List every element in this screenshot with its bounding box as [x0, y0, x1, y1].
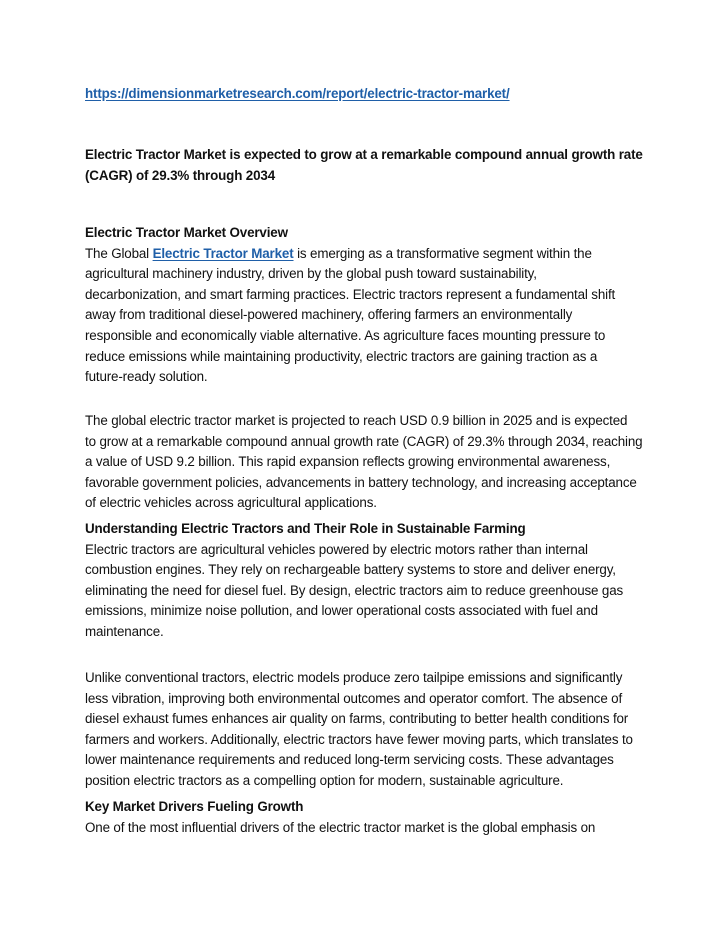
- overview-first-line: [85, 244, 645, 265]
- title-line-1: Electric Tractor Market is expected to grow at a remarkable compound annual growth rate: [85, 147, 643, 162]
- advantages-paragraph: [85, 668, 645, 792]
- paragraph-line: a value of USD 9.2 billion. This rapid expansion reflects growing environmental awareness,: [85, 454, 611, 470]
- market-size-paragraph: [85, 411, 645, 514]
- overview-line: reduce emissions while maintaining productivity, electric tractors are gaining traction as a: [85, 348, 598, 364]
- paragraph-line: eliminating the need for diesel fuel. By design, electric tractors aim to reduce greenhouse gas: [85, 582, 624, 598]
- electric-tractor-market-link[interactable]: Electric Tractor Market: [152, 245, 294, 261]
- understanding-section: [85, 519, 645, 643]
- paragraph-line: farmers and workers. Additionally, electric tractors have fewer moving parts, which translates to: [85, 731, 633, 747]
- title-line-2: (CAGR) of 29.3% through 2034: [85, 167, 275, 183]
- overview-prefix: The Global: [85, 245, 153, 261]
- paragraph-line: The global electric tractor market is projected to reach USD 0.9 billion in 2025 and is expected: [85, 413, 628, 428]
- paragraph-line: emissions, minimize noise pollution, and lower operational costs associated with fuel and: [85, 603, 598, 619]
- paragraph-line: Unlike conventional tractors, electric models produce zero tailpipe emissions and significantly: [85, 670, 623, 685]
- paragraph-line: to grow at a remarkable compound annual growth rate (CAGR) of 29.3% through 2034, reaching: [85, 433, 643, 449]
- paragraph-line: One of the most influential drivers of the electric tractor market is the global emphasis on: [85, 819, 596, 835]
- overview-line: decarbonization, and smart farming practices. Electric tractors represent a fundamental shift: [85, 286, 616, 302]
- understanding-heading: Understanding Electric Tractors and Their Role in Sustainable Farming: [85, 521, 526, 536]
- overview-suffix: is emerging as a transformative segment within the: [293, 245, 592, 261]
- overview-line: away from traditional diesel-powered machinery, offering farmers an environmentally: [85, 307, 573, 323]
- overview-heading: Electric Tractor Market Overview: [85, 225, 288, 240]
- overview-line: future-ready solution.: [85, 369, 208, 385]
- paragraph-line: combustion engines. They rely on rechargeable battery systems to store and deliver energy,: [85, 562, 616, 578]
- paragraph-line: favorable government policies, advancements in battery technology, and increasing acceptance: [85, 474, 637, 490]
- source-url-link[interactable]: https://dimensionmarketresearch.com/report/electric-tractor-market/: [85, 86, 510, 101]
- paragraph-line: less vibration, improving both environmental outcomes and operator comfort. The absence of: [85, 690, 623, 706]
- paragraph-line: diesel exhaust fumes enhances air quality on farms, contributing to better health conditions for: [85, 711, 629, 727]
- overview-line: responsible and economically viable alternative. As agriculture faces mounting pressure to: [85, 327, 606, 343]
- paragraph-line: maintenance.: [85, 623, 164, 639]
- drivers-section: [85, 797, 645, 838]
- source-url-block: [85, 84, 645, 105]
- paragraph-line: of electric vehicles across agricultural applications.: [85, 495, 377, 511]
- overview-section: [85, 223, 645, 388]
- main-title: [85, 145, 645, 186]
- paragraph-line: Electric tractors are agricultural vehicles powered by electric motors rather than internal: [85, 541, 588, 557]
- drivers-heading: Key Market Drivers Fueling Growth: [85, 799, 304, 814]
- overview-line: agricultural machinery industry, driven by the global push toward sustainability,: [85, 266, 537, 282]
- paragraph-line: position electric tractors as a compelling option for modern, sustainable agriculture.: [85, 772, 564, 788]
- paragraph-line: lower maintenance requirements and reduced long-term servicing costs. These advantages: [85, 752, 614, 768]
